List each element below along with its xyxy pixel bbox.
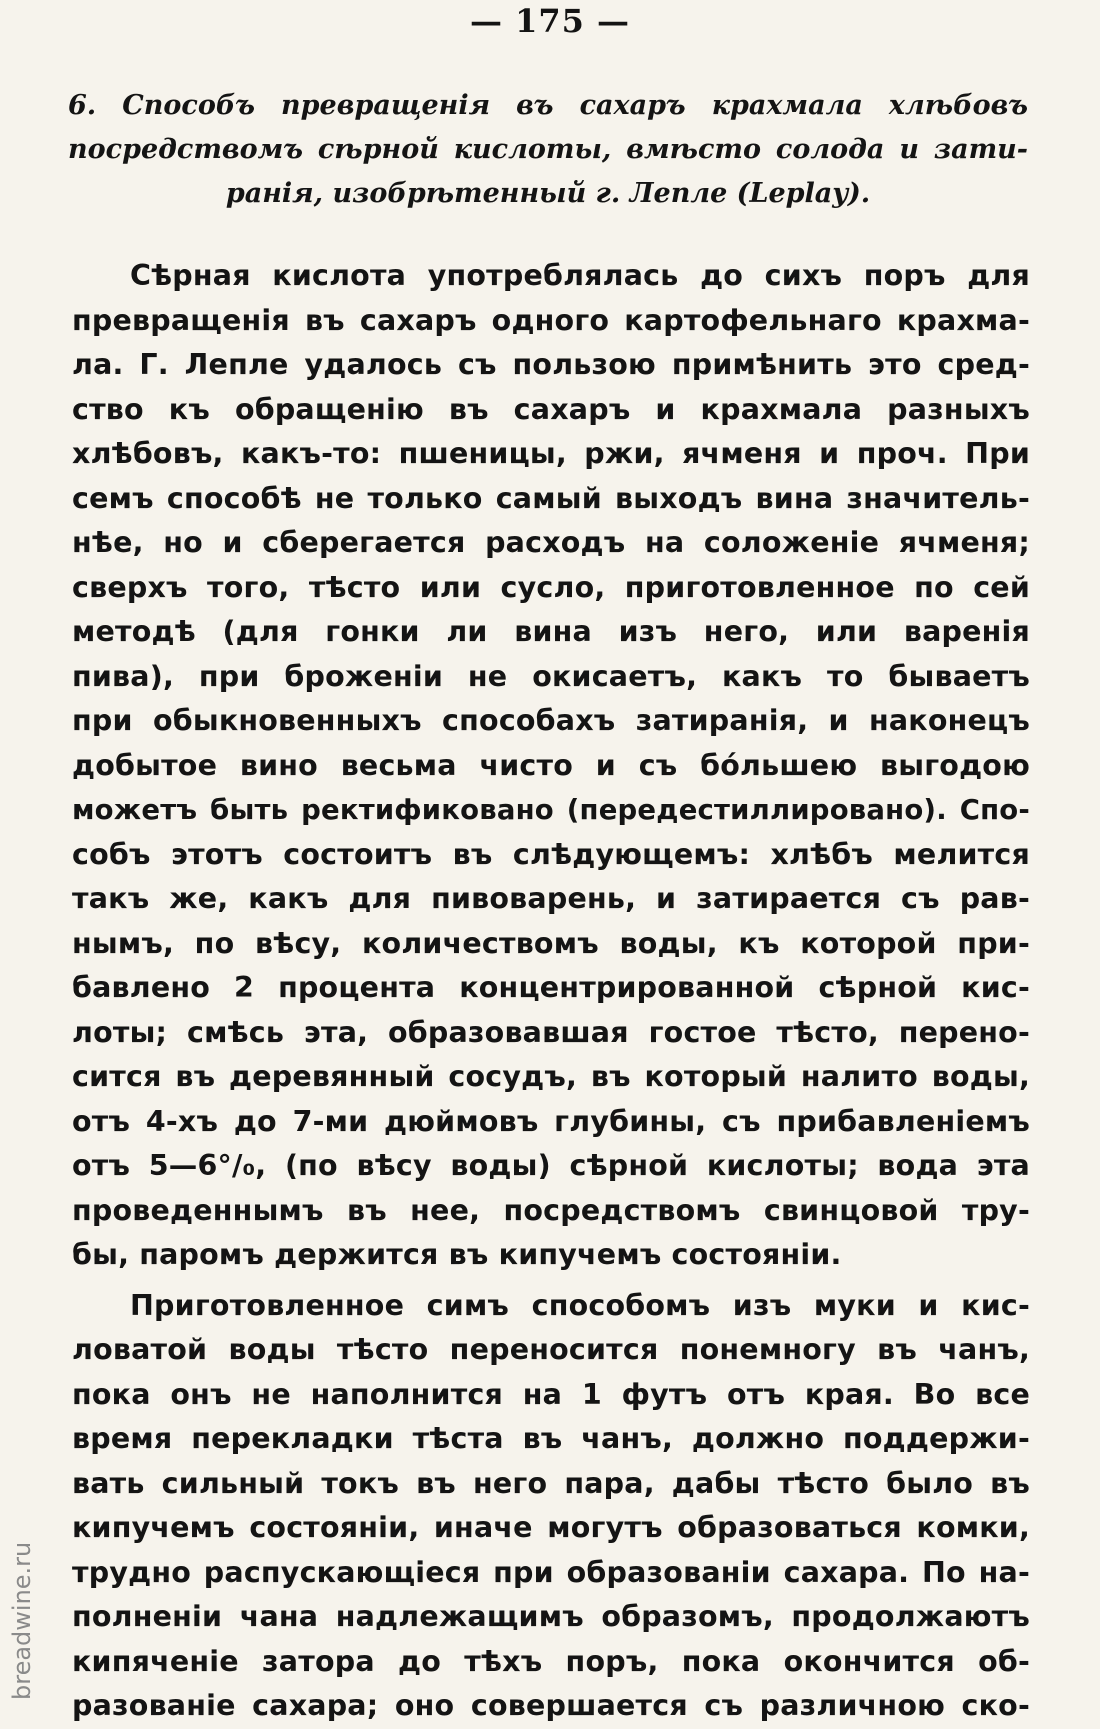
text-line: бавлено 2 процента концентрированной сѣрной кис- <box>72 971 1030 1004</box>
text-line: разованіе сахара; оно совершается съ различною ско- <box>72 1689 1030 1722</box>
text-line: пива), при броженіи не окисаетъ, какъ то бываетъ <box>72 659 1030 693</box>
body-text <box>72 254 1030 1729</box>
text-line: полненіи чана надлежащимъ образомъ, продолжаютъ <box>72 1600 1030 1633</box>
text-line: бы, паромъ держится въ кипучемъ состояніи. <box>72 1238 842 1271</box>
text-line: время перекладки тѣста въ чанъ, должно поддержи- <box>72 1422 1030 1455</box>
heading-line: 6. Способъ превращенія въ сахаръ крахмала хлѣбовъ <box>68 90 1028 121</box>
text-line: ловатой воды тѣсто переносится понемногу въ чанъ, <box>72 1333 1030 1366</box>
text-line: хлѣбовъ, какъ-то: пшеницы, ржи, ячменя и проч. При <box>72 437 1030 470</box>
text-line: нымъ, по вѣсу, количествомъ воды, къ которой при- <box>72 926 1030 960</box>
text-line: пока онъ не наполнится на 1 футъ отъ края. Во все <box>72 1377 1030 1411</box>
site-watermark: breadwine.ru <box>8 1541 36 1700</box>
text-line: ла. Г. Лепле удалось съ пользою примѣнить это сред- <box>72 348 1030 381</box>
text-line: лоты; смѣсь эта, образовавшая гостое тѣсто, перено- <box>72 1015 1030 1049</box>
page-number: — 175 — <box>469 2 631 40</box>
text-line: семъ способѣ не только самый выходъ вина значитель- <box>72 481 1030 515</box>
text-line: кипяченіе затора до тѣхъ поръ, пока окончится об- <box>72 1644 1030 1678</box>
text-line: кипучемъ состояніи, иначе могутъ образоваться комки, <box>72 1511 1030 1544</box>
text-line: такъ же, какъ для пивоварень, и затирается съ рав- <box>72 882 1030 915</box>
text-line: при обыкновенныхъ способахъ затиранія, и наконецъ <box>72 704 1030 737</box>
heading-line: посредствомъ сѣрной кислоты, вмѣсто солода и зати- <box>68 134 1028 165</box>
text-line: отъ 5—6°/₀, (по вѣсу воды) сѣрной кислоты; вода эта <box>72 1149 1030 1182</box>
text-line: сится въ деревянный сосудъ, въ который налито воды, <box>72 1060 1030 1093</box>
section-heading <box>68 84 1028 216</box>
text-line: Приготовленное симъ способомъ изъ муки и кис- <box>130 1288 1030 1322</box>
text-line: сверхъ того, тѣсто или сусло, приготовленное по сей <box>72 570 1030 604</box>
text-line: трудно распускающіеся при образованіи сахара. По на- <box>72 1555 1030 1589</box>
heading-line: ранія, изобрѣтенный г. Лепле (Leplay). <box>225 178 871 209</box>
text-line: отъ 4-хъ до 7-ми дюймовъ глубины, съ прибавленіемъ <box>72 1104 1030 1138</box>
text-line: превращенія въ сахаръ одного картофельнаго крахма- <box>72 303 1030 337</box>
text-line: добытое вино весьма чисто и съ бо́льшею выгодою <box>72 748 1030 782</box>
text-line: вать сильный токъ въ него пара, дабы тѣсто было въ <box>72 1466 1030 1500</box>
text-line: собъ этотъ состоитъ въ слѣдующемъ: хлѣбъ мелится <box>72 837 1030 871</box>
text-line: проведеннымъ въ нее, посредствомъ свинцовой тру- <box>72 1193 1030 1227</box>
text-line: ство къ обращенію въ сахаръ и крахмала разныхъ <box>72 392 1030 426</box>
text-line: можетъ быть ректификовано (передестиллировано). Спо- <box>72 794 1030 826</box>
text-line: нѣе, но и сберегается расходъ на соложеніе ячменя; <box>72 526 1030 559</box>
text-line: Сѣрная кислота употреблялась до сихъ поръ для <box>130 259 1030 292</box>
text-line: методѣ (для гонки ли вина изъ него, или варенія <box>72 615 1030 648</box>
